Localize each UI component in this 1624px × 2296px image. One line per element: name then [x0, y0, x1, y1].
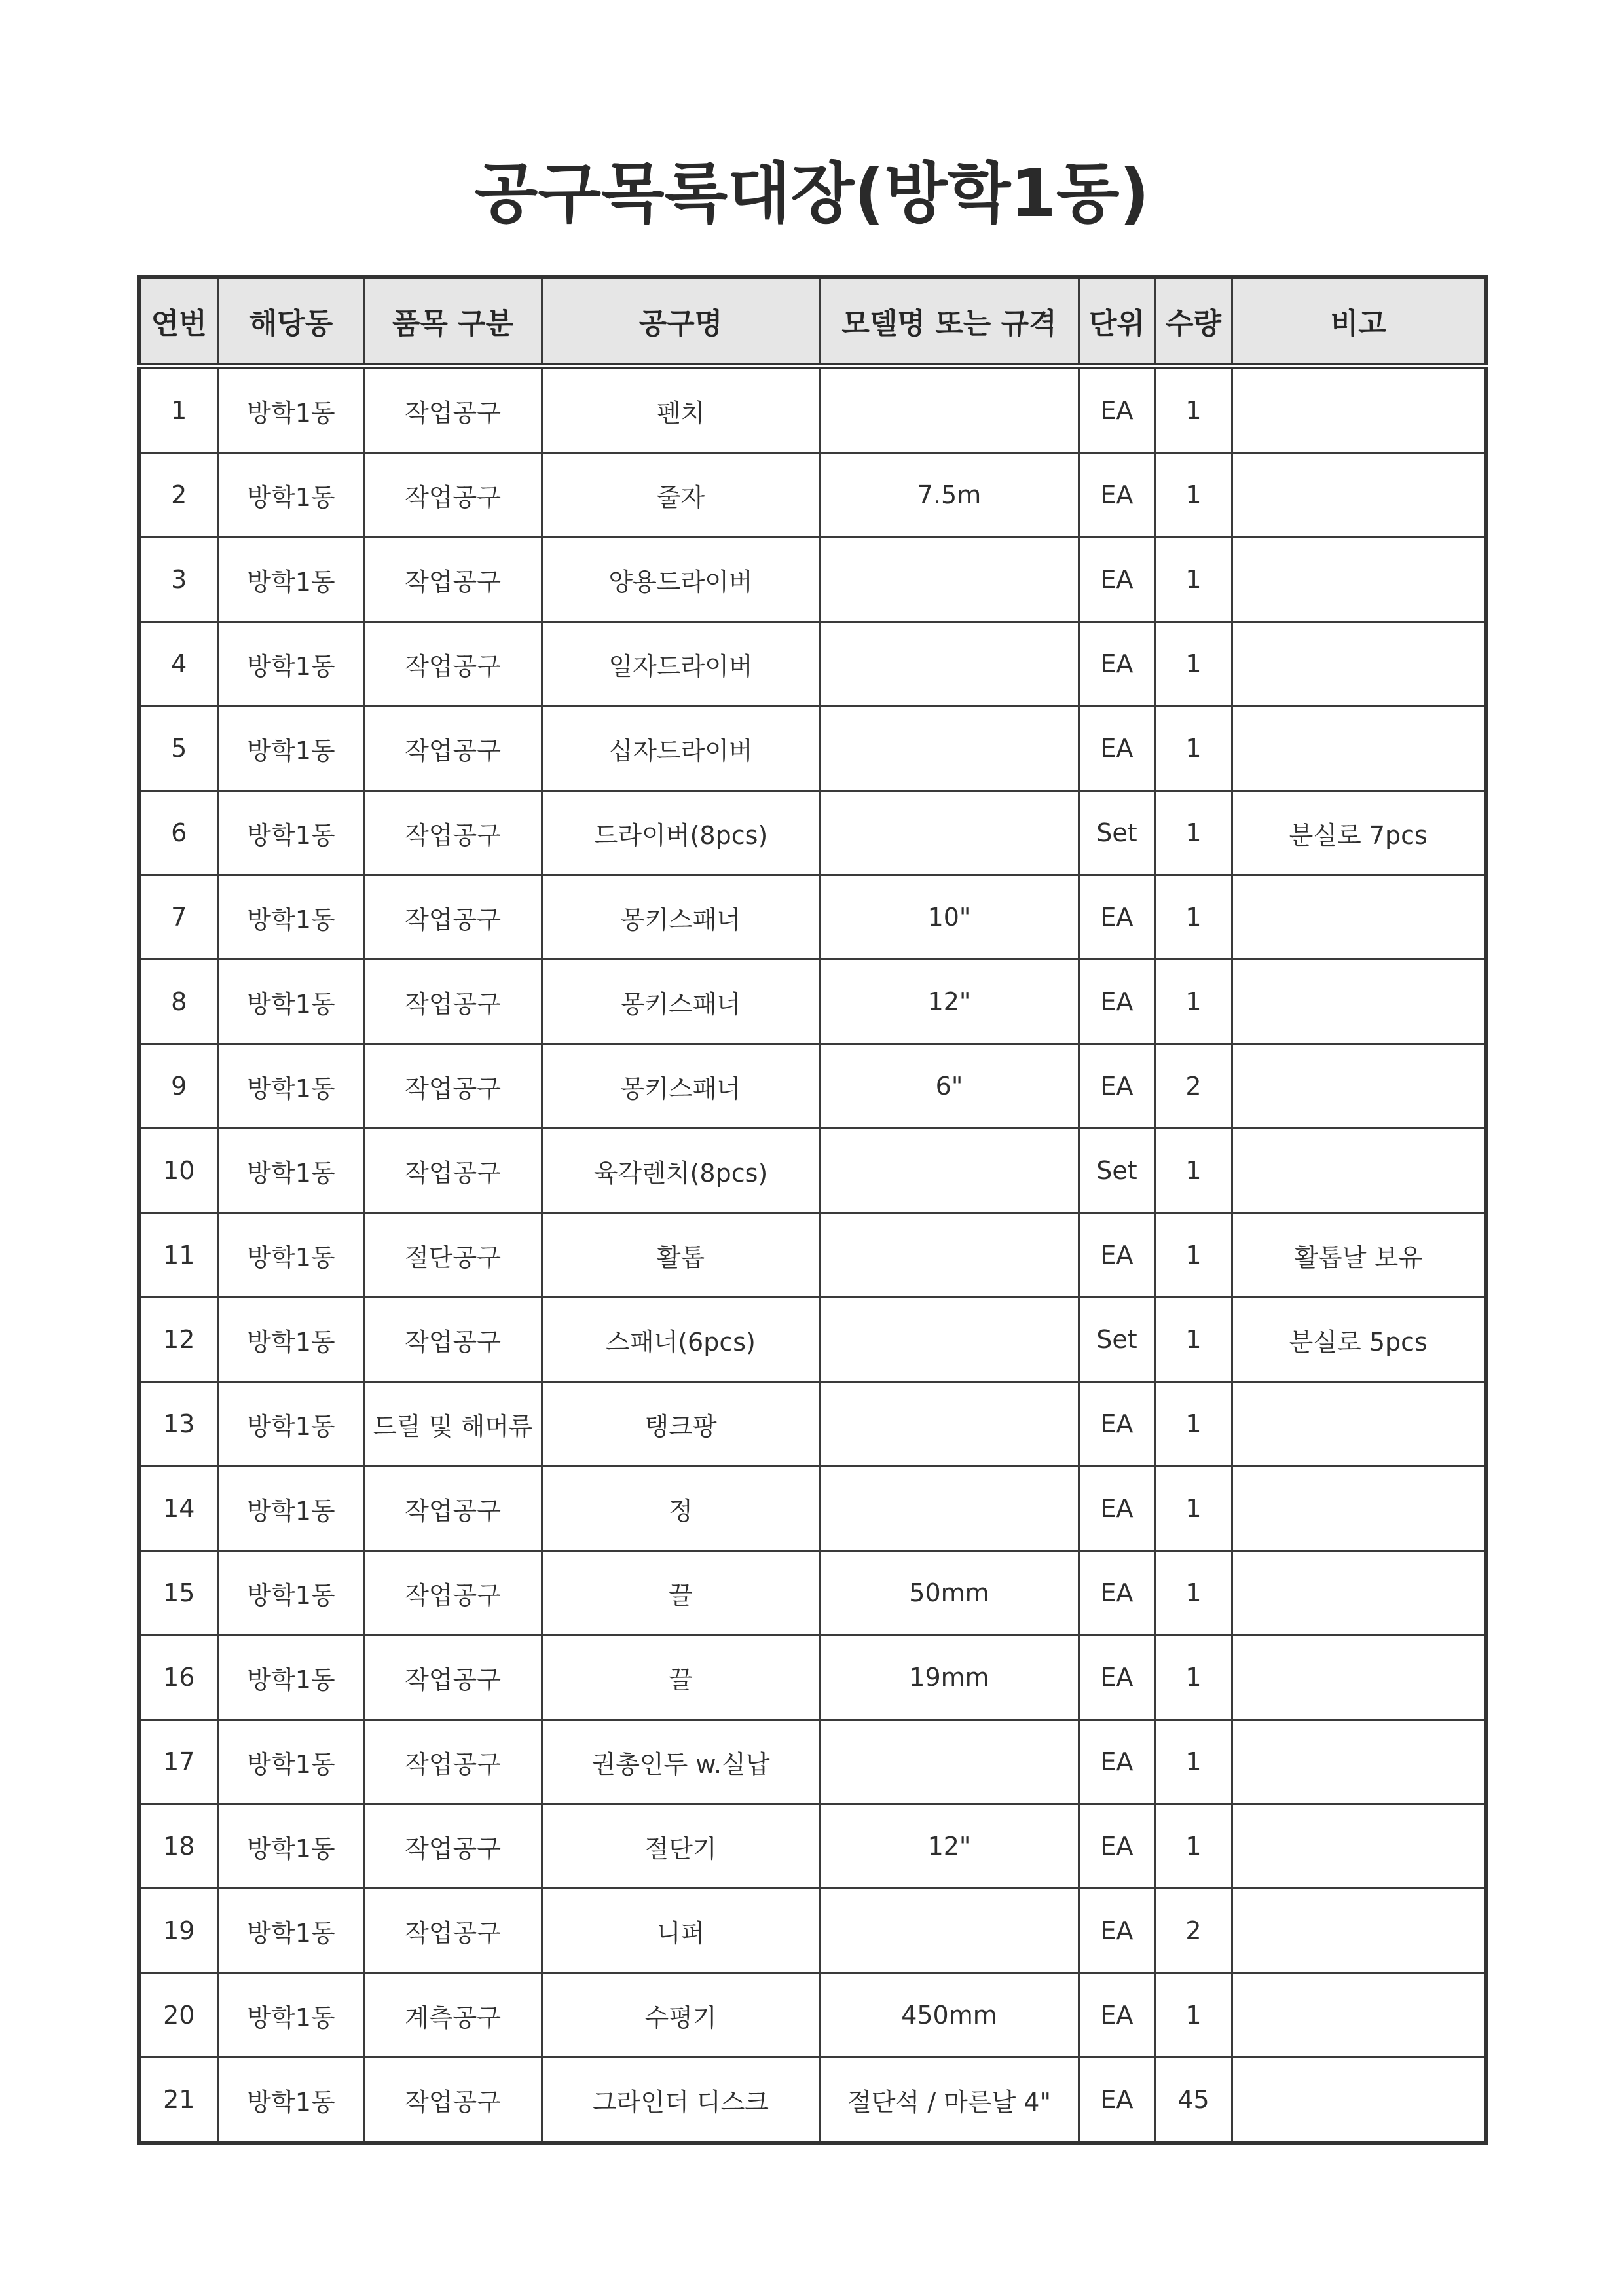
cell-qty: 1	[1155, 622, 1232, 706]
table-row	[139, 1298, 1486, 1382]
cell-name: 수평기	[542, 1973, 820, 2058]
cell-category: 작업공구	[364, 1804, 542, 1889]
table-row	[139, 622, 1486, 706]
cell-spec	[820, 706, 1079, 791]
cell-no: 19	[139, 1889, 218, 1973]
cell-name: 몽키스패너	[542, 960, 820, 1044]
cell-name: 끌	[542, 1635, 820, 1720]
table-row	[139, 1213, 1486, 1298]
cell-dong: 방학1동	[218, 538, 364, 622]
cell-unit: EA	[1079, 1213, 1155, 1298]
table-body	[139, 366, 1486, 2143]
cell-name: 드라이버(8pcs)	[542, 791, 820, 875]
cell-dong: 방학1동	[218, 1044, 364, 1129]
cell-spec: 12"	[820, 1804, 1079, 1889]
cell-unit: EA	[1079, 875, 1155, 960]
cell-unit: EA	[1079, 1889, 1155, 1973]
table-row	[139, 453, 1486, 538]
cell-qty: 1	[1155, 706, 1232, 791]
tool-inventory-table	[137, 275, 1488, 2145]
cell-name: 활톱	[542, 1213, 820, 1298]
cell-unit: Set	[1079, 1298, 1155, 1382]
column-header-dong: 해당동	[218, 277, 364, 366]
table-row	[139, 1044, 1486, 1129]
table-row	[139, 875, 1486, 960]
cell-unit: Set	[1079, 791, 1155, 875]
cell-no: 11	[139, 1213, 218, 1298]
column-header-unit: 단위	[1079, 277, 1155, 366]
cell-unit: Set	[1079, 1129, 1155, 1213]
cell-qty: 1	[1155, 1467, 1232, 1551]
cell-unit: EA	[1079, 1551, 1155, 1635]
table-row	[139, 1635, 1486, 1720]
cell-no: 21	[139, 2058, 218, 2143]
table-row	[139, 1467, 1486, 1551]
cell-category: 작업공구	[364, 453, 542, 538]
cell-no: 2	[139, 453, 218, 538]
cell-name: 끌	[542, 1551, 820, 1635]
cell-unit: EA	[1079, 2058, 1155, 2143]
cell-unit: EA	[1079, 1720, 1155, 1804]
cell-category: 작업공구	[364, 960, 542, 1044]
cell-spec: 10"	[820, 875, 1079, 960]
cell-spec: 12"	[820, 960, 1079, 1044]
cell-qty: 1	[1155, 960, 1232, 1044]
cell-dong: 방학1동	[218, 875, 364, 960]
cell-name: 몽키스패너	[542, 1044, 820, 1129]
cell-unit: EA	[1079, 622, 1155, 706]
cell-no: 6	[139, 791, 218, 875]
table-row	[139, 1129, 1486, 1213]
cell-spec	[820, 1467, 1079, 1551]
cell-note	[1232, 1804, 1486, 1889]
cell-category: 작업공구	[364, 875, 542, 960]
cell-no: 3	[139, 538, 218, 622]
cell-unit: EA	[1079, 1382, 1155, 1467]
document-title: 공구목록대장(방학1동)	[474, 155, 1150, 232]
column-header-quantity: 수량	[1155, 277, 1232, 366]
column-header-no: 연번	[139, 277, 218, 366]
cell-name: 그라인더 디스크	[542, 2058, 820, 2143]
cell-note	[1232, 1889, 1486, 1973]
table-row	[139, 366, 1486, 453]
cell-no: 12	[139, 1298, 218, 1382]
cell-qty: 1	[1155, 1213, 1232, 1298]
cell-unit: EA	[1079, 1044, 1155, 1129]
cell-dong: 방학1동	[218, 706, 364, 791]
cell-no: 20	[139, 1973, 218, 2058]
cell-dong: 방학1동	[218, 622, 364, 706]
cell-category: 작업공구	[364, 791, 542, 875]
cell-qty: 1	[1155, 1973, 1232, 2058]
cell-name: 권총인두 w.실납	[542, 1720, 820, 1804]
cell-note: 활톱날 보유	[1232, 1213, 1486, 1298]
cell-category: 작업공구	[364, 1635, 542, 1720]
cell-qty: 1	[1155, 366, 1232, 453]
cell-no: 5	[139, 706, 218, 791]
cell-category: 절단공구	[364, 1213, 542, 1298]
table-row	[139, 1889, 1486, 1973]
cell-name: 탱크팡	[542, 1382, 820, 1467]
cell-qty: 1	[1155, 1129, 1232, 1213]
cell-category: 작업공구	[364, 1551, 542, 1635]
table-row	[139, 1973, 1486, 2058]
cell-unit: EA	[1079, 1973, 1155, 2058]
cell-note	[1232, 1467, 1486, 1551]
cell-note: 분실로 5pcs	[1232, 1298, 1486, 1382]
cell-qty: 1	[1155, 1720, 1232, 1804]
cell-note	[1232, 1129, 1486, 1213]
cell-dong: 방학1동	[218, 1720, 364, 1804]
cell-no: 16	[139, 1635, 218, 1720]
cell-note	[1232, 1635, 1486, 1720]
cell-dong: 방학1동	[218, 1635, 364, 1720]
cell-qty: 1	[1155, 1804, 1232, 1889]
cell-spec	[820, 622, 1079, 706]
table-row	[139, 2058, 1486, 2143]
cell-note	[1232, 1382, 1486, 1467]
header-row	[139, 277, 1486, 366]
table-row	[139, 1804, 1486, 1889]
cell-spec: 절단석 / 마른날 4"	[820, 2058, 1079, 2143]
column-header-note: 비고	[1232, 277, 1486, 366]
cell-category: 작업공구	[364, 622, 542, 706]
cell-dong: 방학1동	[218, 1213, 364, 1298]
cell-spec	[820, 1382, 1079, 1467]
cell-dong: 방학1동	[218, 1973, 364, 2058]
cell-category: 작업공구	[364, 1467, 542, 1551]
cell-qty: 2	[1155, 1044, 1232, 1129]
cell-name: 정	[542, 1467, 820, 1551]
table-row	[139, 1551, 1486, 1635]
cell-qty: 1	[1155, 1382, 1232, 1467]
cell-name: 절단기	[542, 1804, 820, 1889]
cell-no: 7	[139, 875, 218, 960]
cell-no: 14	[139, 1467, 218, 1551]
cell-no: 4	[139, 622, 218, 706]
cell-unit: EA	[1079, 366, 1155, 453]
cell-note	[1232, 366, 1486, 453]
cell-unit: EA	[1079, 1804, 1155, 1889]
table-row	[139, 791, 1486, 875]
cell-category: 작업공구	[364, 1044, 542, 1129]
cell-no: 18	[139, 1804, 218, 1889]
cell-dong: 방학1동	[218, 453, 364, 538]
cell-dong: 방학1동	[218, 1889, 364, 1973]
cell-unit: EA	[1079, 1467, 1155, 1551]
cell-note	[1232, 1973, 1486, 2058]
column-header-tool-name: 공구명	[542, 277, 820, 366]
cell-spec	[820, 1298, 1079, 1382]
cell-dong: 방학1동	[218, 960, 364, 1044]
cell-note: 분실로 7pcs	[1232, 791, 1486, 875]
cell-name: 일자드라이버	[542, 622, 820, 706]
cell-spec	[820, 366, 1079, 453]
cell-dong: 방학1동	[218, 366, 364, 453]
table-row	[139, 1382, 1486, 1467]
cell-dong: 방학1동	[218, 1129, 364, 1213]
cell-dong: 방학1동	[218, 791, 364, 875]
cell-dong: 방학1동	[218, 1298, 364, 1382]
cell-unit: EA	[1079, 453, 1155, 538]
cell-note	[1232, 960, 1486, 1044]
cell-category: 작업공구	[364, 1720, 542, 1804]
cell-category: 작업공구	[364, 1889, 542, 1973]
table-row	[139, 706, 1486, 791]
cell-note	[1232, 875, 1486, 960]
cell-no: 17	[139, 1720, 218, 1804]
table-row	[139, 538, 1486, 622]
cell-note	[1232, 538, 1486, 622]
cell-note	[1232, 622, 1486, 706]
cell-no: 15	[139, 1551, 218, 1635]
cell-name: 십자드라이버	[542, 706, 820, 791]
column-header-spec: 모델명 또는 규격	[820, 277, 1079, 366]
table-row	[139, 1720, 1486, 1804]
cell-name: 줄자	[542, 453, 820, 538]
cell-note	[1232, 2058, 1486, 2143]
cell-no: 1	[139, 366, 218, 453]
cell-category: 작업공구	[364, 1129, 542, 1213]
cell-unit: EA	[1079, 960, 1155, 1044]
cell-qty: 1	[1155, 1635, 1232, 1720]
cell-dong: 방학1동	[218, 1382, 364, 1467]
cell-category: 계측공구	[364, 1973, 542, 2058]
cell-qty: 1	[1155, 791, 1232, 875]
cell-spec: 50mm	[820, 1551, 1079, 1635]
cell-dong: 방학1동	[218, 2058, 364, 2143]
cell-dong: 방학1동	[218, 1551, 364, 1635]
cell-qty: 45	[1155, 2058, 1232, 2143]
cell-spec: 7.5m	[820, 453, 1079, 538]
cell-qty: 1	[1155, 1298, 1232, 1382]
cell-category: 작업공구	[364, 706, 542, 791]
cell-spec	[820, 1889, 1079, 1973]
cell-spec	[820, 1213, 1079, 1298]
cell-note	[1232, 453, 1486, 538]
cell-note	[1232, 1551, 1486, 1635]
cell-qty: 1	[1155, 1551, 1232, 1635]
cell-dong: 방학1동	[218, 1467, 364, 1551]
table-row	[139, 960, 1486, 1044]
cell-spec	[820, 1129, 1079, 1213]
cell-note	[1232, 1044, 1486, 1129]
cell-qty: 1	[1155, 538, 1232, 622]
cell-name: 스패너(6pcs)	[542, 1298, 820, 1382]
cell-dong: 방학1동	[218, 1804, 364, 1889]
cell-category: 작업공구	[364, 1298, 542, 1382]
cell-no: 10	[139, 1129, 218, 1213]
column-header-category: 품목 구분	[364, 277, 542, 366]
cell-category: 작업공구	[364, 2058, 542, 2143]
cell-spec	[820, 1720, 1079, 1804]
cell-name: 육각렌치(8pcs)	[542, 1129, 820, 1213]
cell-spec	[820, 538, 1079, 622]
cell-note	[1232, 1720, 1486, 1804]
cell-no: 13	[139, 1382, 218, 1467]
cell-spec: 450mm	[820, 1973, 1079, 2058]
cell-no: 9	[139, 1044, 218, 1129]
cell-qty: 1	[1155, 453, 1232, 538]
table-header	[139, 277, 1486, 366]
cell-no: 8	[139, 960, 218, 1044]
cell-spec: 6"	[820, 1044, 1079, 1129]
cell-note	[1232, 706, 1486, 791]
cell-spec: 19mm	[820, 1635, 1079, 1720]
cell-name: 몽키스패너	[542, 875, 820, 960]
cell-name: 펜치	[542, 366, 820, 453]
cell-name: 양용드라이버	[542, 538, 820, 622]
cell-category: 작업공구	[364, 366, 542, 453]
cell-unit: EA	[1079, 1635, 1155, 1720]
cell-unit: EA	[1079, 538, 1155, 622]
cell-category: 드릴 및 해머류	[364, 1382, 542, 1467]
cell-qty: 1	[1155, 875, 1232, 960]
cell-spec	[820, 791, 1079, 875]
cell-name: 니퍼	[542, 1889, 820, 1973]
cell-qty: 2	[1155, 1889, 1232, 1973]
cell-category: 작업공구	[364, 538, 542, 622]
cell-unit: EA	[1079, 706, 1155, 791]
